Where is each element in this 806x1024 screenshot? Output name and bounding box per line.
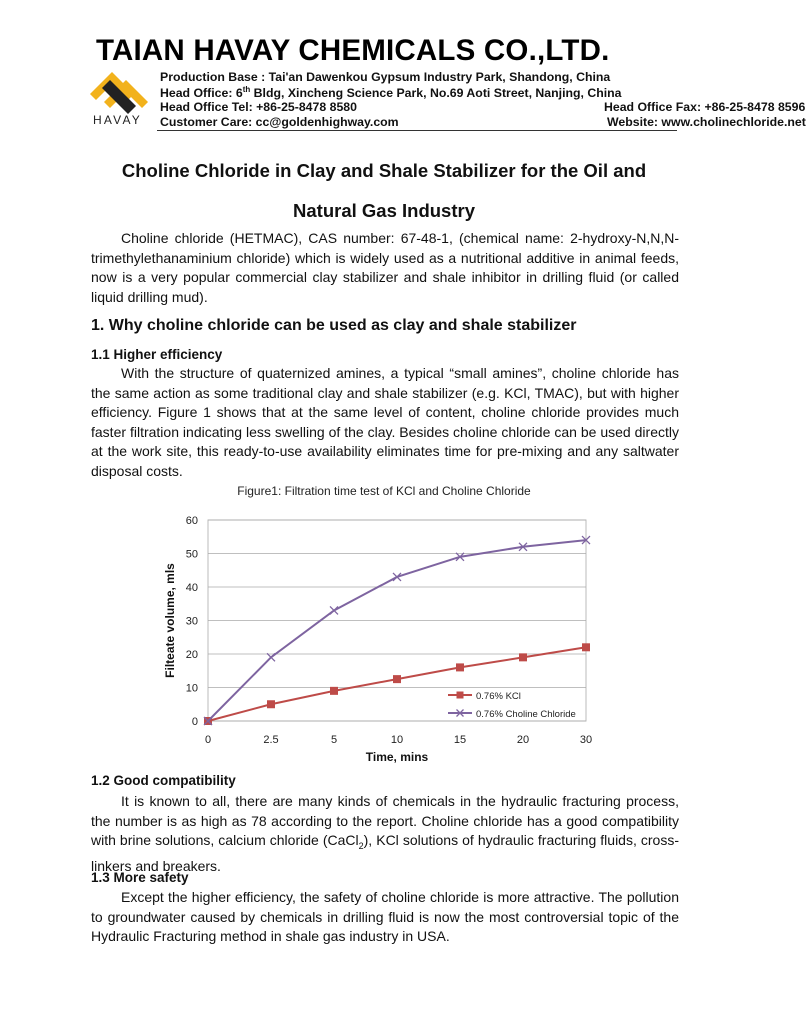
y-axis-label: Filteate volume, mls [163,563,177,678]
y-tick-label: 0 [191,716,198,728]
chart-svg [158,504,608,772]
legend-marker [457,692,464,699]
legend-label: 0.76% Choline Chloride [476,709,576,720]
data-point [393,675,401,683]
document-title-line-1: Choline Chloride in Clay and Shale Stabilizer for the Oil and [121,160,647,181]
section-1-2-paragraph: It is known to all, there are many kinds of chemicals in the hydraulic fracturing process, the number is as high as 78 according to the report. Choline chloride has a good compatibility with brine solutions, calcium chloride (CaCl$_2$), KCl solutions of hydraulic fracturing fluids, cross-linkers and breakers. [91,793,679,874]
customer-care: Customer Care: cc@goldenhighway.com [160,115,399,129]
section-1-2-heading: 1.2 Good compatibility [91,773,236,788]
figure-caption: Figure1: Filtration time test of KCl and Choline Chloride [237,484,531,498]
x-tick-label: 20 [516,734,530,746]
data-point [519,653,527,661]
data-point [330,606,338,614]
section-1-3-paragraph: Except the higher efficiency, the safety of choline chloride is more attractive. The pollution to groundwater caused by chemicals in drilling fluid is now the most controversial topic of the Hydraulic Fracturing method in shale gas industry in USA. [91,889,679,945]
data-point [267,653,275,661]
data-point [330,687,338,695]
head-office: Head Office: 6th Bldg, Xincheng Science Park, No.69 Aoti Street, Nanjing, China [160,85,622,101]
logo-text: HAVAY [93,113,143,127]
x-tick-label: 15 [453,734,467,746]
section-1-3-heading: 1.3 More safety [91,870,189,885]
header-divider [157,130,677,131]
x-tick-label: 10 [390,734,404,746]
y-tick-label: 40 [185,582,198,594]
y-tick-label: 30 [185,615,198,628]
contact-phone-line [160,100,806,114]
x-tick-label: 0 [204,734,212,746]
intro-paragraph: Choline chloride (HETMAC), CAS number: 67-48-1, (chemical name: 2-hydroxy-N,N,N-trimethylethanaminium chloride) which is widely used as a nutritional additive in animal feeds, now is a very popular commercial clay stabilizer and shale inhibitor in drilling fluid (or called liquid drilling mud). [91,230,679,305]
head-office-tel: Head Office Tel: +86-25-8478 8580 [160,100,357,114]
contact-web-line [160,115,806,129]
head-office-fax: Head Office Fax: +86-25-8478 8596 [604,100,806,114]
production-base: Production Base : Tai'an Dawenkou Gypsum Industry Park, Shandong, China [160,70,611,84]
x-axis-label: Time, mins [365,750,429,764]
data-point [582,643,590,651]
series-line [208,540,586,721]
section-1-heading: 1. Why choline chloride can be used as clay and shale stabilizer [91,317,577,334]
x-tick-label: 2.5 [263,734,279,746]
document-title-line-2: Natural Gas Industry [293,200,475,221]
filtration-chart [158,504,608,772]
y-tick-label: 50 [185,548,198,561]
x-tick-label: 30 [579,734,593,746]
y-tick-label: 10 [185,682,198,695]
company-name: TAIAN HAVAY CHEMICALS CO.,LTD. [96,34,610,67]
section-1-1-heading: 1.1 Higher efficiency [91,347,223,362]
section-1-1-paragraph: With the structure of quaternized amines, a typical “small amines”, choline chloride has the same action as some traditional clay and shale stabilizer (e.g. KCl, TMAC), but with higher efficiency. Figure 1 shows that at the same level of content, choline chloride provides much faster filtration indicating less swelling of the clay. Besides choline chloride can be used directly at the work site, this ready-to-use availability eliminates time for pre-mixing and any saltwater disposal costs. [91,365,679,479]
legend-label: 0.76% KCl [476,691,521,702]
website: Website: www.cholinechloride.net [607,115,806,129]
data-point [267,700,275,708]
y-tick-label: 60 [185,515,198,527]
data-point [456,663,464,671]
y-tick-label: 20 [185,649,198,661]
x-tick-label: 5 [330,734,338,746]
